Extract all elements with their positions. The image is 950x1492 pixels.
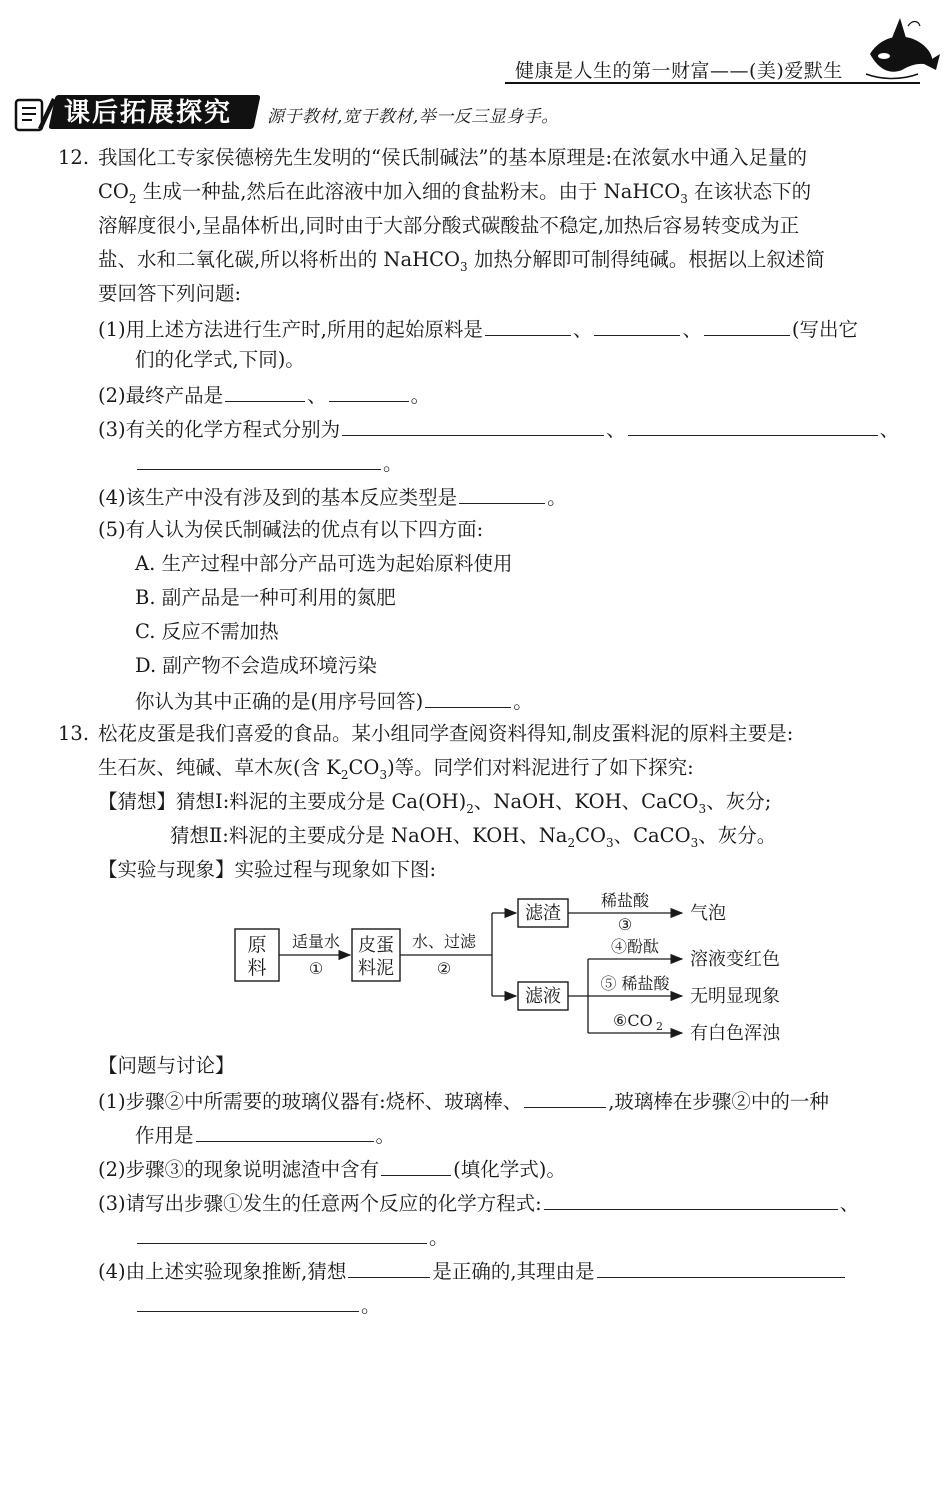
q13-d4: (4)由上述实验现象推断,猜想 是正确的,其理由是 [98, 1255, 928, 1287]
q12-part-1: (1)用上述方法进行生产时,所用的起始原料是 、 、 (写出它 [98, 313, 928, 345]
answer-blank[interactable] [381, 1153, 451, 1176]
answer-blank[interactable] [704, 313, 790, 336]
step6-label: ⑥CO [613, 1011, 653, 1030]
section-banner [12, 92, 592, 134]
q13-d2: (2)步骤③的现象说明滤渣中含有 (填化学式)。 [98, 1153, 928, 1185]
q13-line-1: 13. 松花皮蛋是我们喜爱的食品。某小组同学查阅资料得知,制皮蛋料泥的原料主要是: [98, 719, 928, 749]
q12-part-5-ask: 你认为其中正确的是(用序号回答) 。 [135, 685, 950, 717]
answer-blank[interactable] [425, 685, 511, 708]
q12-part-2: (2)最终产品是 、 。 [98, 379, 928, 411]
q13-d4-cont: 。 [135, 1289, 950, 1321]
q13-guess-2: 猜想Ⅱ:料泥的主要成分是 NaOH、KOH、$Na_2CO_3$、CaCO$_3$、灰分。 [170, 824, 777, 850]
q13-guess-1: 【猜想】猜想Ⅰ:料泥的主要成分是 $Ca(OH)_2$、NaOH、KOH、CaCO$_3$、灰分; [98, 790, 772, 816]
q12-part-3: (3)有关的化学方程式分别为 、 、 [98, 413, 928, 445]
filtrate-text: 滤液 [525, 986, 561, 1007]
step5-label: ⑤ 稀盐酸 [600, 974, 670, 993]
answer-blank[interactable] [485, 313, 571, 336]
q12-part-3-cont: 。 [135, 447, 950, 479]
q12-part-4: (4)该生产中没有涉及到的基本反应类型是 。 [98, 481, 928, 513]
step3-label: 稀盐酸 [600, 891, 650, 910]
header-rule [505, 82, 920, 84]
answer-blank[interactable] [225, 379, 305, 402]
q12-line-4: 盐、水和二氧化碳,所以将析出的 NaHCO$_3$ 加热分解即可制得纯碱。根据以上叙述简 [98, 248, 825, 274]
answer-blank[interactable] [524, 1085, 606, 1108]
q13-d3-cont: 。 [135, 1221, 950, 1253]
q12-option-a: A. 生产过程中部分产品可选为起始原料使用 [135, 552, 513, 575]
q13-d1: (1)步骤②中所需要的玻璃仪器有:烧杯、玻璃棒、 ,玻璃棒在步骤②中的一种 [98, 1085, 928, 1117]
step6-sub: 2 [656, 1020, 663, 1033]
q12-line-1: 12. 我国化工专家侯德榜先生发明的“侯氏制碱法”的基本原理是:在浓氨水中通入足量的 [98, 143, 928, 173]
q13-line-2: 生石灰、纯碱、草木灰(含 $K_2CO_3$)等。同学们对料泥进行了如下探究: [98, 756, 694, 782]
answer-blank[interactable] [628, 413, 878, 436]
q12-number: 12. [58, 146, 90, 169]
raw-material-text-2: 料 [247, 957, 267, 979]
step1-label: 适量水 [291, 932, 341, 951]
result-none: 无明显现象 [690, 986, 780, 1007]
step4-label: ④酚酞 [610, 937, 660, 956]
mud-text-2: 料泥 [358, 958, 394, 979]
q12-line-3: 溶解度很小,呈晶体析出,同时由于大部分酸式碳酸盐不稳定,加热后容易转变成为正 [98, 214, 800, 237]
answer-blank[interactable] [137, 1289, 359, 1312]
step3-num: ③ [617, 915, 633, 934]
q13-discussion-heading: 【问题与讨论】 [98, 1054, 235, 1077]
q13-experiment-heading: 【实验与现象】实验过程与现象如下图: [98, 858, 437, 881]
answer-blank[interactable] [459, 481, 545, 504]
answer-blank[interactable] [597, 1255, 845, 1278]
step2-label: 水、过滤 [411, 932, 477, 951]
answer-blank[interactable] [342, 413, 604, 436]
result-bubbles: 气泡 [690, 903, 726, 924]
answer-blank[interactable] [544, 1187, 838, 1210]
q12-part-5: (5)有人认为侯氏制碱法的优点有以下四方面: [98, 518, 484, 541]
q12-option-b: B. 副产品是一种可利用的氮肥 [135, 586, 396, 609]
section-subtitle: 源于教材,宽于教材,举一反三显身手。 [267, 107, 559, 127]
q12-part-1-cont: 们的化学式,下同)。 [135, 348, 305, 371]
residue-text: 滤渣 [525, 903, 561, 924]
experiment-flow-diagram [230, 885, 830, 1055]
q12-line-2: $CO_2$ 生成一种盐,然后在此溶液中加入细的食盐粉末。由于 NaHCO$_3$ 在该状态下的 [98, 180, 812, 206]
section-title: 课后拓展探究 [64, 98, 233, 128]
answer-blank[interactable] [329, 379, 409, 402]
orca-icon [862, 14, 942, 84]
step2-num: ② [436, 959, 452, 978]
page-motto: 健康是人生的第一财富——(美)爱默生 [515, 60, 843, 82]
answer-blank[interactable] [348, 1255, 430, 1278]
answer-blank[interactable] [137, 447, 381, 470]
result-red: 溶液变红色 [690, 949, 780, 970]
q13-number: 13. [58, 722, 90, 745]
step1-num: ① [308, 959, 324, 978]
q13-d1-cont: 作用是 。 [135, 1119, 950, 1151]
answer-blank[interactable] [196, 1119, 374, 1142]
q13-d3: (3)请写出步骤①发生的任意两个反应的化学方程式: 、 [98, 1187, 928, 1219]
result-white: 有白色浑浊 [690, 1023, 780, 1044]
answer-blank[interactable] [137, 1221, 427, 1244]
q12-option-c: C. 反应不需加热 [135, 620, 279, 643]
answer-blank[interactable] [594, 313, 680, 336]
q12-line-5: 要回答下列问题: [98, 282, 242, 305]
mud-text-1: 皮蛋 [358, 935, 394, 956]
q12-option-d: D. 副产物不会造成环境污染 [135, 654, 377, 677]
raw-material-text-1: 原 [247, 934, 267, 956]
